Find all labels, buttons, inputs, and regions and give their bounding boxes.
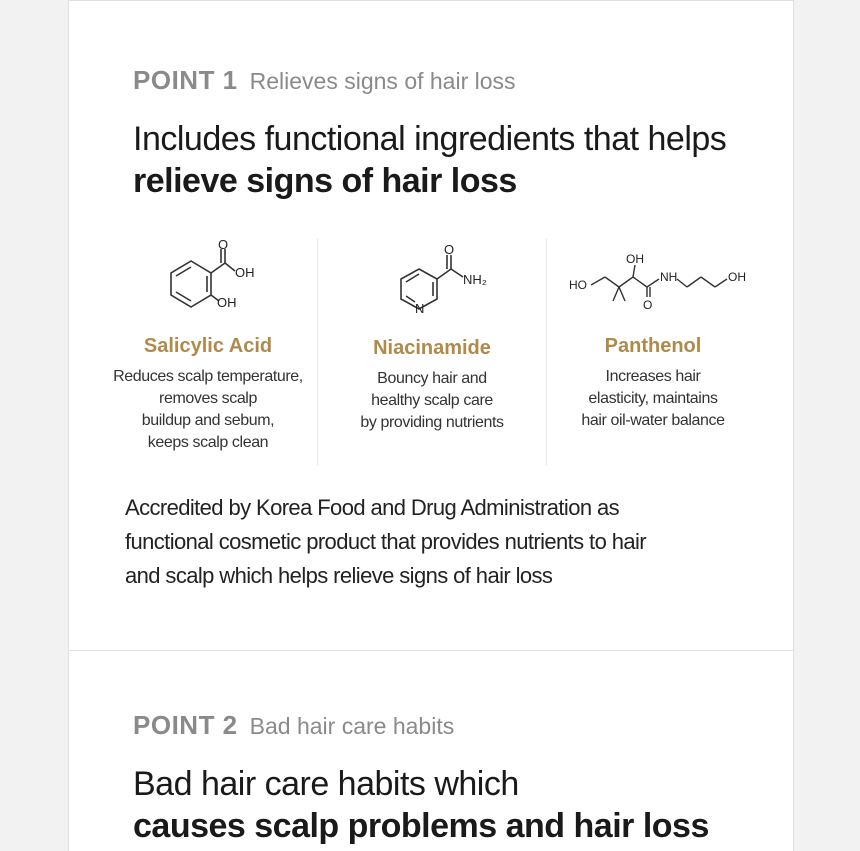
ingredient-salicylic-acid	[99, 239, 317, 465]
atom-label: NH	[660, 270, 678, 284]
point2-headline-bold: causes scalp problems and hair loss	[133, 807, 709, 845]
ingredient-niacinamide	[317, 239, 547, 465]
atom-label: O	[643, 298, 653, 312]
atom-label: HO	[569, 278, 587, 292]
point1-label: POINT 1	[133, 65, 238, 95]
desc-line: Reduces scalp temperature,	[113, 368, 303, 385]
desc-line: buildup and sebum,	[141, 412, 275, 429]
desc-line: Bouncy hair and	[377, 370, 487, 387]
desc-line: Increases hair	[605, 368, 701, 385]
atom-label: NH₂	[463, 272, 487, 287]
desc-line: keeps scalp clean	[147, 434, 269, 451]
ingredient-description	[99, 366, 317, 454]
salicylic-acid-molecule-icon	[143, 239, 273, 329]
atom-label: OH	[728, 270, 746, 284]
niacinamide-molecule-icon	[367, 239, 497, 329]
point2-headline-normal: Bad hair care habits which	[133, 765, 519, 803]
desc-line: hair oil-water balance	[581, 412, 725, 429]
ingredient-description	[547, 366, 759, 432]
atom-label: O	[444, 242, 455, 257]
ingredient-name: Panthenol	[604, 335, 702, 357]
atom-label: OH	[626, 252, 644, 266]
point2-headline	[133, 763, 709, 847]
point1-heading-row	[133, 65, 516, 96]
atom-label: OH	[217, 295, 237, 310]
desc-line: elasticity, maintains	[588, 390, 718, 407]
ingredient-name: Niacinamide	[373, 337, 491, 359]
point1-subtitle: Relieves signs of hair loss	[249, 68, 516, 94]
point2-heading-row	[133, 710, 454, 741]
point1-section	[68, 0, 794, 650]
point1-headline-bold: relieve signs of hair loss	[133, 162, 517, 200]
ingredients-row	[99, 239, 759, 465]
desc-line: by providing nutrients	[360, 414, 504, 431]
point2-subtitle: Bad hair care habits	[249, 713, 455, 739]
desc-line: removes scalp	[159, 390, 257, 407]
desc-line: healthy scalp care	[371, 392, 493, 409]
panthenol-molecule-icon	[553, 239, 753, 329]
point1-body-text	[125, 491, 685, 593]
atom-label: O	[218, 239, 229, 252]
ingredient-name: Salicylic Acid	[143, 335, 273, 357]
atom-label: N	[415, 301, 425, 316]
point1-headline-normal: Includes functional ingredients that helps	[133, 120, 727, 158]
point2-section	[68, 650, 794, 851]
body-line: and scalp which helps relieve signs of hair loss	[125, 563, 553, 588]
point2-label: POINT 2	[133, 710, 238, 740]
ingredient-panthenol	[547, 239, 759, 465]
body-line: Accredited by Korea Food and Drug Administration as	[125, 495, 620, 520]
atom-label: OH	[235, 265, 255, 280]
ingredient-description	[318, 368, 546, 434]
body-line: functional cosmetic product that provides nutrients to hair	[125, 529, 647, 554]
point1-headline	[133, 118, 726, 202]
